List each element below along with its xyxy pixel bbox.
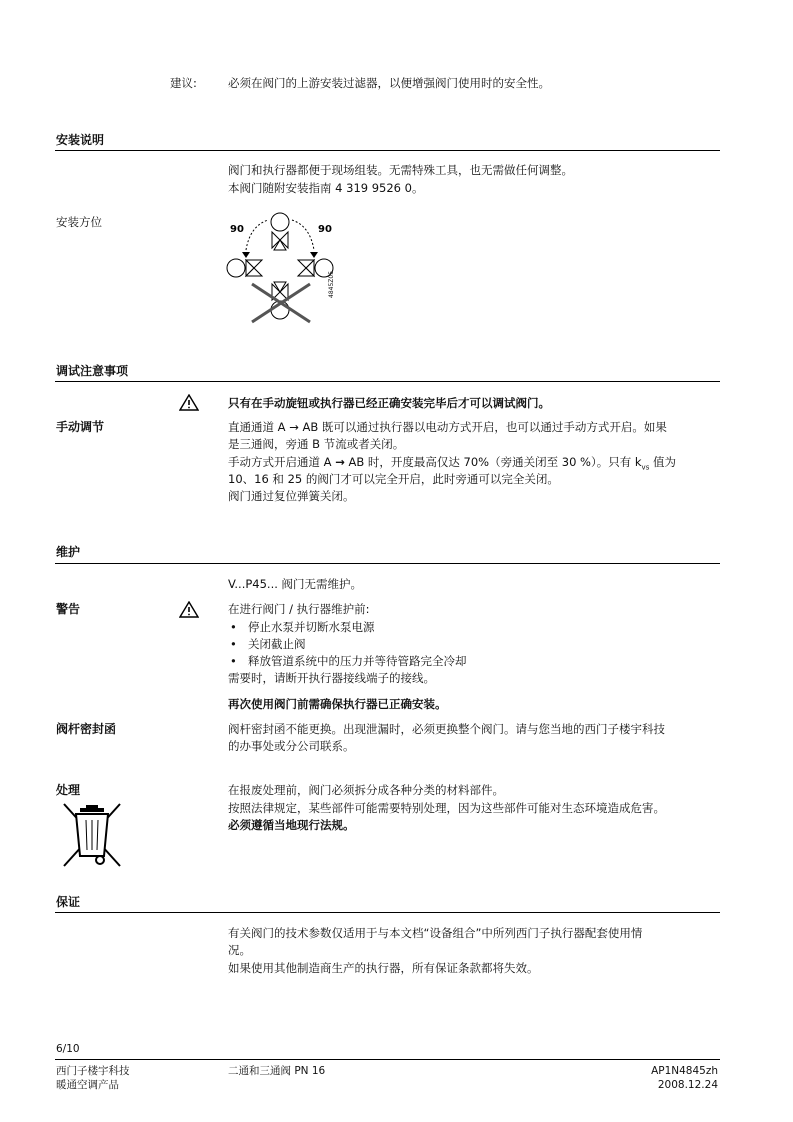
list-item: • 释放管道系统中的压力并等待管路完全冷却	[228, 653, 723, 670]
footer-company-line1: 西门子楼宇科技	[56, 1065, 130, 1077]
footer-company-line2: 暖通空调产品	[56, 1079, 119, 1091]
footer-date: 2008.12.24	[657, 1079, 718, 1091]
install-line1: 阀门和执行器都便于现场组装。无需特殊工具，也无需做任何调整。	[228, 163, 573, 177]
maintenance-heading: 维护	[56, 545, 81, 559]
list-item: • 关闭截止阀	[228, 636, 723, 653]
warranty-line1: 有关阀门的技术参数仅适用于与本文档“设备组合”中所列西门子执行器配套使用情	[228, 926, 643, 940]
warranty-line2: 况。	[228, 943, 251, 957]
arrow-right-icon: →	[335, 455, 345, 469]
warranty-line3: 如果使用其他制造商生产的执行器，所有保证条款都将失效。	[228, 961, 539, 975]
warranty-heading: 保证	[56, 895, 81, 909]
manual-p2-line2: 10、16 和 25 的阀门才可以完全开启，此时旁通可以完全关闭。	[228, 472, 559, 486]
disposal-label: 处理	[56, 783, 81, 797]
install-heading: 安装说明	[56, 133, 105, 147]
maintenance-text: V...P45... 阀门无需维护。	[228, 577, 363, 591]
install-line2: 本阀门随附安装指南 4 319 9526 0。	[228, 181, 424, 195]
suggestion-text: 必须在阀门的上游安装过滤器，以便增强阀门使用时的安全性。	[228, 76, 550, 90]
commissioning-rule	[55, 381, 720, 382]
warranty-rule	[55, 912, 720, 913]
install-rule	[55, 150, 720, 151]
svg-text:90: 90	[230, 224, 244, 235]
disposal-line3: 必须遵循当地现行法规。	[228, 818, 355, 832]
arrow-right-icon: →	[289, 420, 299, 434]
disposal-line2: 按照法律规定，某些部件可能需要特别处理，因为这些部件可能对生态环境造成危害。	[228, 801, 665, 815]
maintenance-rule	[55, 563, 720, 564]
manual-p3: 阀门通过复位弹簧关闭。	[228, 489, 355, 503]
maintenance-bullets	[228, 619, 723, 670]
diagram-code: 4845Z05	[328, 270, 335, 298]
manual-p1-line1: 直通通道 A → AB 既可以通过执行器以电动方式开启，也可以通过手动方式开启。如果	[228, 420, 667, 434]
commissioning-heading: 调试注意事项	[56, 364, 129, 378]
footer-doc-number: AP1N4845zh	[651, 1065, 718, 1077]
list-item: • 停止水泵并切断水泵电源	[228, 619, 723, 636]
maintenance-intro: 在进行阀门 / 执行器维护前:	[228, 602, 370, 616]
seal-text-line1: 阀杆密封函不能更换。出现泄漏时，必须更换整个阀门。请与您当地的西门子楼宇科技	[228, 722, 665, 736]
warn-label: 警告	[56, 602, 81, 616]
manual-label: 手动调节	[56, 420, 105, 434]
footer-title: 二通和三通阀 PN 16	[228, 1065, 326, 1077]
seal-text-line2: 的办事处或分公司联系。	[228, 739, 355, 753]
warning-triangle-icon	[179, 394, 199, 414]
commissioning-warning: 只有在手动旋钮或执行器已经正确安装完毕后才可以调试阀门。	[228, 396, 550, 410]
maintenance-bold-note: 再次使用阀门前需确保执行器已正确安装。	[228, 697, 447, 711]
page-number: 6/10	[56, 1043, 80, 1055]
manual-p1-line2: 是三通阀，旁通 B 节流或者关闭。	[228, 437, 405, 451]
orientation-diagram	[220, 208, 340, 328]
svg-text:90: 90	[318, 224, 332, 235]
warning-triangle-icon	[179, 601, 199, 621]
crossed-bin-icon	[58, 800, 126, 873]
suggestion-label: 建议:	[170, 76, 197, 90]
disposal-line1: 在报废处理前，阀门必须拆分成各种分类的材料部件。	[228, 783, 504, 797]
footer-rule	[55, 1059, 720, 1060]
seal-label: 阀杆密封函	[56, 722, 117, 736]
maintenance-after: 需要时，请断开执行器接线端子的接线。	[228, 671, 435, 685]
manual-p2-line1: 手动方式开启通道 A → AB 时，开度最高仅达 70%（旁通关闭至 30 %）。只有 $k_{vs}$ 值为	[228, 455, 676, 472]
valve-orientation-icon	[220, 208, 340, 328]
orientation-label: 安装方位	[56, 215, 102, 229]
